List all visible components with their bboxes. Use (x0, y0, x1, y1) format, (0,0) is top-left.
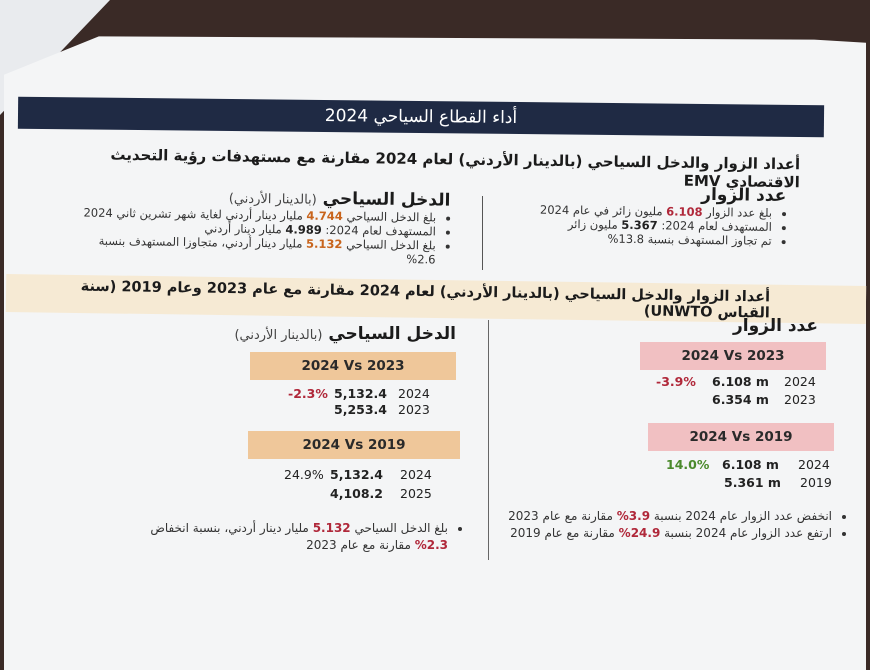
table-row: 6.354 m 2023 (712, 392, 816, 407)
list-item: • ارتفع عدد الزوار عام 2024 بنسبة 24.9% مقارنة مع عام 2019 (492, 525, 832, 542)
table-row: 5,253.4 2023 (334, 402, 430, 417)
list-item: • بلغ الدخل السياحي 5.132 مليار دينار أردني، بنسبة انخفاض 2.3% مقارنة مع عام 2023 (118, 520, 448, 554)
table-row: 5.361 m 2019 (724, 475, 832, 490)
section2-visitors-title: عدد الزوار (732, 316, 818, 336)
income-2024-vs-2023-label: 2024 Vs 2023 (250, 352, 456, 380)
table-row: -3.9% 6.108 m 2024 (656, 374, 816, 389)
section1-divider (482, 196, 483, 270)
section1-income-bullets (69, 205, 450, 266)
section2-visitors-bullets (492, 508, 846, 542)
table-row: 4,108.2 2025 (330, 486, 432, 501)
list-item: • المستهدف لعام 2024: 4.989 مليار دينار أردني (70, 219, 436, 238)
page-title-text: أداء القطاع السياحي 2024 (324, 105, 518, 129)
section1-income-title: الدخل السياحي (بالدينار الأردني) (228, 188, 451, 211)
section1-heading: أعداد الزوار والدخل السياحي (بالدينار الأردني) لعام 2024 مقارنة مع مستهدفات رؤية التحديث الاقتصادي EMV (110, 145, 801, 192)
section2-income-bullets (118, 520, 462, 554)
visitors-2024-vs-2023-label: 2024 Vs 2023 (640, 342, 826, 370)
list-item: • بلغ الدخل السياحي 5.132 مليار دينار أردني، متجاوزا المستهدف بنسبة 2.6% (69, 233, 435, 266)
section1-visitors (486, 182, 787, 248)
list-item: • بلغ عدد الزوار 6.108 مليون زائر في عام 2024 (486, 202, 772, 220)
table-row: 14.0% 6.108 m 2024 (666, 457, 830, 472)
section1-visitors-title: عدد الزوار (701, 184, 787, 207)
section1-visitors-bullets (486, 202, 787, 248)
table-row: 24.9% 5,132.4 2024 (284, 467, 432, 482)
visitors-2024-vs-2019-label: 2024 Vs 2019 (648, 423, 834, 451)
list-item: • المستهدف لعام 2024: 5.367 مليون زائر (486, 216, 772, 234)
list-item: • بلغ الدخل السياحي 4.744 مليار دينار أردني لغاية شهر تشرين ثاني 2024 (70, 205, 436, 224)
section2-divider (488, 320, 489, 560)
list-item: • تم تجاوز المستهدف بنسبة 13.8% (486, 230, 772, 248)
section2-income-title: الدخل السياحي (بالدينار الأردني) (234, 324, 456, 344)
income-2024-vs-2019-label: 2024 Vs 2019 (248, 431, 460, 459)
section1-income (69, 185, 450, 266)
list-item: • انخفض عدد الزوار عام 2024 بنسبة 3.9% مقارنة مع عام 2023 (492, 508, 832, 525)
section2-heading: أعداد الزوار والدخل السياحي (بالدينار الأردني) لعام 2024 مقارنة مع عام 2023 وعام 2019 (سنة القياس UNWTO) (80, 278, 771, 322)
table-row: -2.3% 5,132.4 2024 (288, 386, 430, 401)
